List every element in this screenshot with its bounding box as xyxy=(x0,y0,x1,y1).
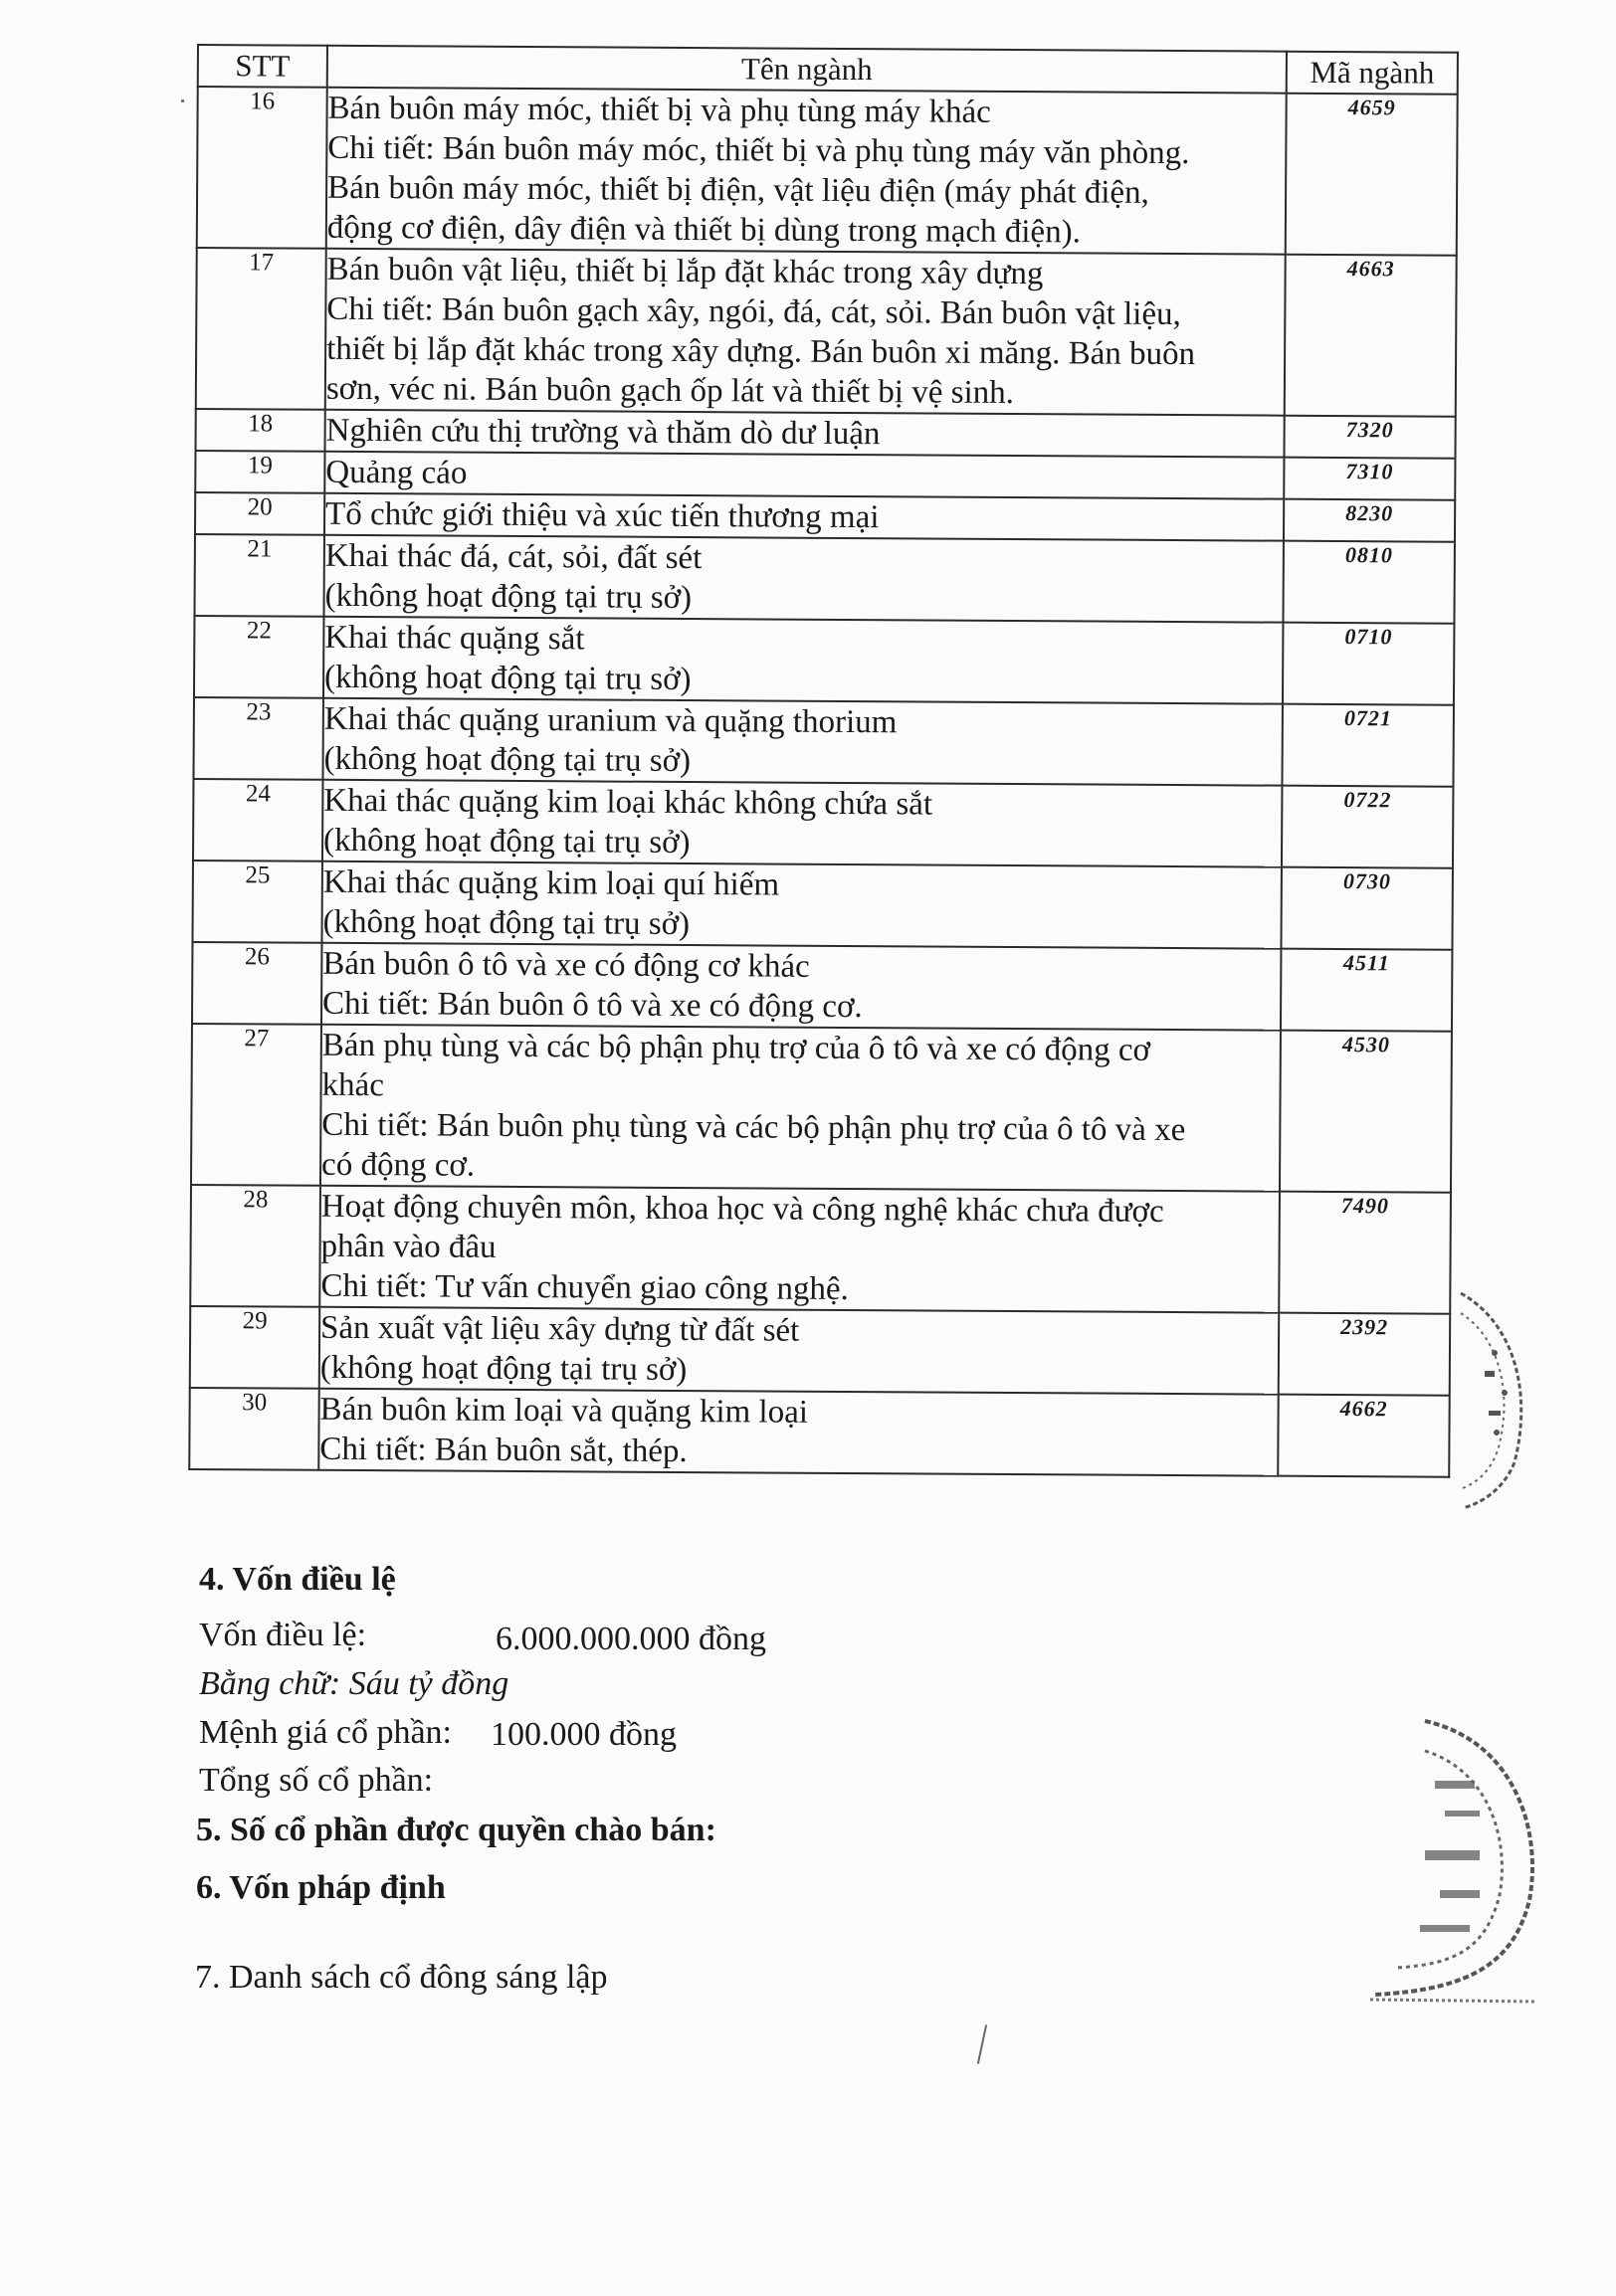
table-row xyxy=(194,534,1454,624)
row-stt: 26 xyxy=(192,942,321,1025)
table-row xyxy=(194,616,1454,705)
scan-mark xyxy=(977,2024,987,2064)
row-business-line-name: Bán phụ tùng và các bộ phận phụ trợ của ô tô và xe có động cơ khác Chi tiết: Bán buôn phụ tùng và các bộ phận phụ trợ của ô tô và xe có động cơ. xyxy=(320,1025,1281,1192)
row-stt: 29 xyxy=(190,1306,319,1389)
row-business-line-name: Khai thác quặng uranium và quặng thorium (không hoạt động tại trụ sở) xyxy=(322,698,1282,786)
charter-capital-label: Vốn điều lệ: xyxy=(199,1617,367,1653)
row-business-line-code: 7490 xyxy=(1279,1192,1451,1314)
row-business-line-code: 8230 xyxy=(1284,499,1455,542)
row-business-line-code: 4530 xyxy=(1280,1031,1452,1193)
row-stt: 20 xyxy=(195,492,324,535)
table-row xyxy=(193,697,1453,787)
row-stt: 17 xyxy=(196,248,326,410)
row-business-line-name: Bán buôn vật liệu, thiết bị lắp đặt khác trong xây dựng Chi tiết: Bán buôn gạch xây, ngói, đá, cát, sỏi. Bán buôn vật liệu, thiết bị lắp đặt khác trong xây dựng. Bán buôn xi măng. Bán buôn sơn, véc ni. Bán buôn gạch ốp lát và thiết bị vệ sinh. xyxy=(325,249,1286,416)
table-row xyxy=(190,1306,1450,1396)
row-business-line-code: 4662 xyxy=(1278,1395,1449,1477)
section-5-heading: 5. Số cổ phần được quyền chào bán: xyxy=(196,1812,716,1848)
section-7-heading: 7. Danh sách cổ đông sáng lập xyxy=(195,1959,608,1996)
row-business-line-code: 7310 xyxy=(1284,458,1455,500)
row-business-line-code: 7320 xyxy=(1284,416,1455,459)
par-value-label: Mệnh giá cổ phần: xyxy=(199,1714,452,1751)
header-stt: STT xyxy=(198,45,327,88)
table-row xyxy=(189,1388,1449,1477)
row-stt: 21 xyxy=(194,534,323,617)
table-row xyxy=(192,861,1452,950)
row-business-line-name: Bán buôn kim loại và quặng kim loại Chi tiết: Bán buôn sắt, thép. xyxy=(318,1389,1278,1476)
table-row xyxy=(197,87,1458,256)
partial-seal-stamp xyxy=(1455,1283,1534,1512)
row-business-line-name: Khai thác quặng kim loại khác không chứa sắt (không hoạt động tại trụ sở) xyxy=(322,780,1282,867)
section-6-heading: 6. Vốn pháp định xyxy=(196,1869,446,1906)
row-business-line-name: Khai thác đá, cát, sỏi, đất sét (không hoạt động tại trụ sở) xyxy=(323,535,1283,623)
row-business-line-name: Hoạt động chuyên môn, khoa học và công nghệ khác chưa được phân vào đâu Chi tiết: Tư vấn chuyển giao công nghệ. xyxy=(319,1186,1280,1313)
row-stt: 18 xyxy=(196,409,325,452)
section-4-heading: 4. Vốn điều lệ xyxy=(199,1561,396,1598)
table-row xyxy=(190,1185,1451,1314)
row-business-line-code: 0710 xyxy=(1283,623,1454,705)
row-stt: 30 xyxy=(189,1388,318,1470)
row-business-line-name: Sản xuất vật liệu xây dựng từ đất sét (không hoạt động tại trụ sở) xyxy=(319,1307,1279,1395)
row-stt: 23 xyxy=(193,697,322,780)
row-stt: 28 xyxy=(190,1185,320,1307)
row-stt: 19 xyxy=(195,451,324,493)
row-business-line-code: 2392 xyxy=(1279,1313,1450,1396)
table-row xyxy=(192,942,1452,1032)
row-business-line-code: 0730 xyxy=(1281,867,1452,950)
row-stt: 22 xyxy=(194,616,323,698)
row-business-line-code: 4659 xyxy=(1286,94,1458,256)
row-business-line-code: 0810 xyxy=(1283,541,1454,624)
row-business-line-code: 0722 xyxy=(1282,786,1453,868)
total-shares-label: Tổng số cổ phần: xyxy=(199,1762,434,1799)
row-stt: 24 xyxy=(193,779,322,861)
table-row xyxy=(193,779,1453,868)
row-business-line-code: 0721 xyxy=(1282,704,1453,787)
row-business-line-name: Quảng cáo xyxy=(324,452,1284,499)
row-business-line-code: 4663 xyxy=(1285,255,1457,417)
table-row xyxy=(191,1024,1452,1193)
table-row xyxy=(196,248,1457,417)
charter-capital-value: 6.000.000.000 đồng xyxy=(496,1621,766,1657)
header-code: Mã ngành xyxy=(1287,52,1458,95)
scan-dot xyxy=(181,99,184,102)
business-lines-table xyxy=(188,44,1459,1478)
row-stt: 25 xyxy=(192,861,321,943)
round-seal-stamp xyxy=(1365,1711,1544,2009)
row-business-line-name: Bán buôn máy móc, thiết bị và phụ tùng máy khác Chi tiết: Bán buôn máy móc, thiết bị và phụ tùng máy văn phòng. Bán buôn máy móc, thiết bị điện, vật liệu điện (máy phát điện, động cơ điện, dây điện và thiết bị dùng trong mạch điện). xyxy=(326,88,1287,255)
row-business-line-name: Khai thác quặng kim loại quí hiếm (không hoạt động tại trụ sở) xyxy=(321,861,1281,949)
row-business-line-code: 4511 xyxy=(1281,949,1452,1032)
row-business-line-name: Bán buôn ô tô và xe có động cơ khác Chi tiết: Bán buôn ô tô và xe có động cơ. xyxy=(321,943,1281,1031)
row-business-line-name: Khai thác quặng sắt (không hoạt động tại trụ sở) xyxy=(323,617,1283,704)
par-value: 100.000 đồng xyxy=(491,1716,677,1753)
row-business-line-name: Tổ chức giới thiệu và xúc tiến thương mại xyxy=(324,493,1284,541)
header-name: Tên ngành xyxy=(327,46,1287,94)
row-stt: 16 xyxy=(197,87,327,249)
row-stt: 27 xyxy=(191,1024,321,1186)
capital-in-words: Bằng chữ: Sáu tỷ đồng xyxy=(199,1665,509,1702)
row-business-line-name: Nghiên cứu thị trường và thăm dò dư luận xyxy=(324,410,1284,458)
